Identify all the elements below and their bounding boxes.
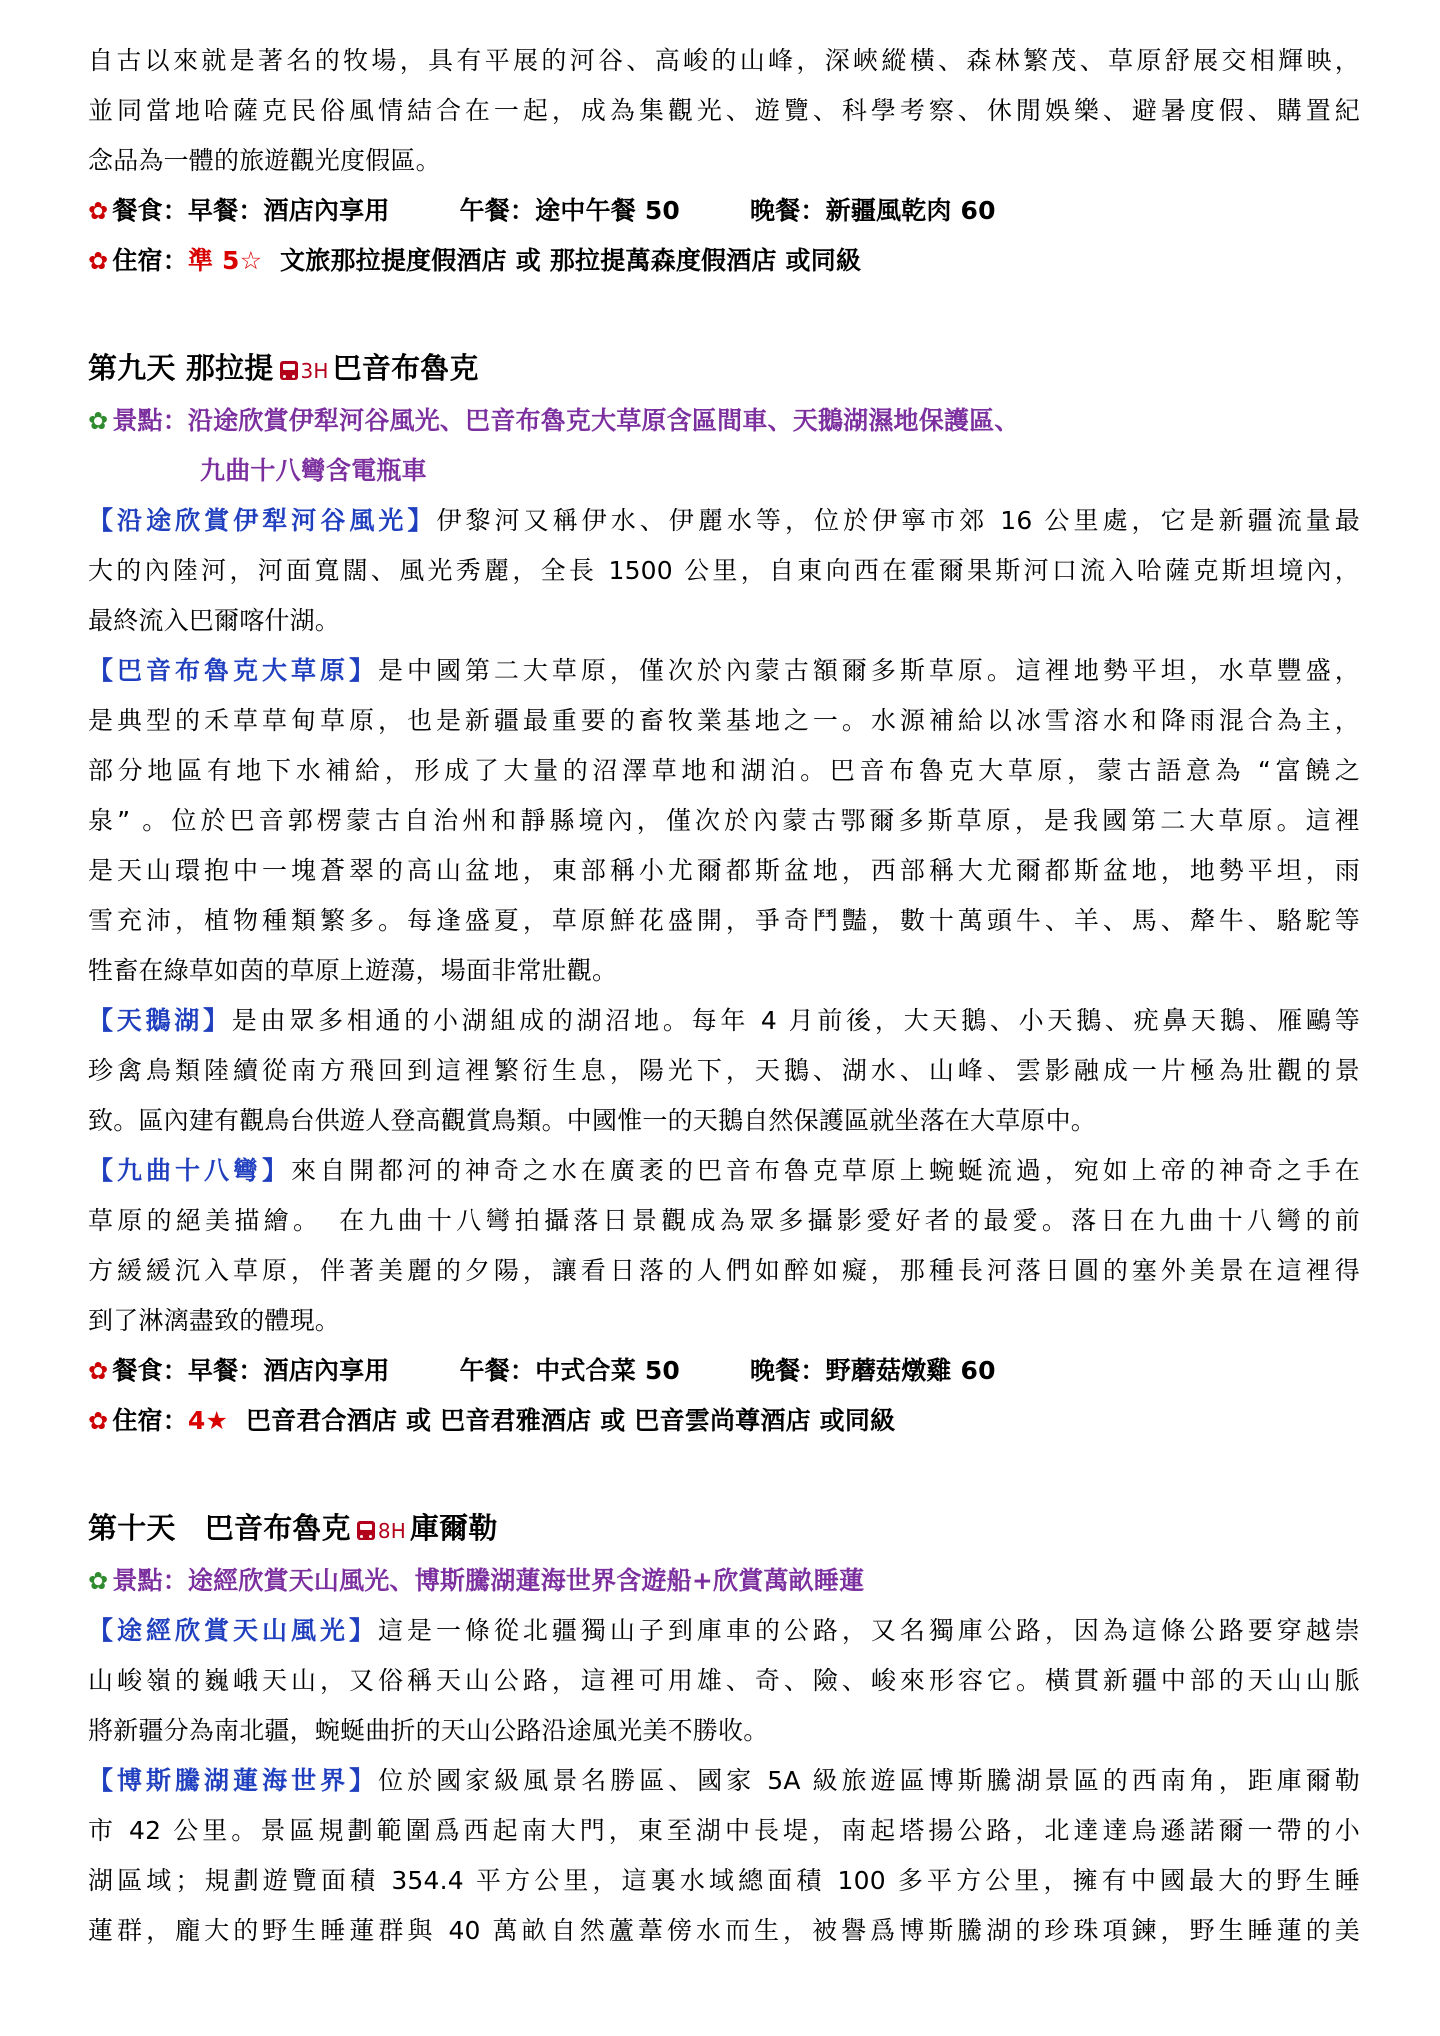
day9-p2-line-4: 泉” 。位於巴音郭楞蒙古自治州和靜縣境內，僅次於內蒙古鄂爾多斯草原，是我國第二大草原。這裡 <box>88 806 1360 835</box>
stay-label: 住宿： <box>112 246 188 275</box>
day-title-to: 庫爾勒 <box>409 1511 498 1545</box>
para-text: 位於國家級風景名勝區、國家 5A 級旅遊區博斯騰湖景區的西南角，距庫爾勒 <box>378 1766 1360 1795</box>
drive-duration: 3H <box>300 359 329 383</box>
section-tag: 【途經欣賞天山風光】 <box>88 1616 378 1645</box>
day9-sights <box>88 400 1360 442</box>
drive-duration: 8H <box>377 1519 406 1543</box>
section-tag: 【天鵝湖】 <box>88 1006 232 1035</box>
day10-p2-line-2: 市 42 公里。景區規劃範圍爲西起南大門，東至湖中長堤，南起塔揚公路，北達達烏遜諾爾一帶的小 <box>88 1816 1360 1845</box>
day9-p1-line-3: 最終流入巴爾喀什湖。 <box>88 606 341 635</box>
intro-line-2: 並同當地哈薩克民俗風情結合在一起，成為集觀光、遊覽、科學考察、休閒娛樂、避暑度假、購置紀 <box>88 96 1360 125</box>
day-title-from: 第十天 巴音布魯克 <box>88 1511 351 1545</box>
sight-label: 景點： <box>112 1566 188 1595</box>
lunch: 午餐：中式合菜 50 <box>459 1356 681 1385</box>
day-title-from: 第九天 那拉提 <box>88 351 274 385</box>
flower-icon: ✿ <box>88 1357 109 1385</box>
para-text: 是由眾多相通的小湖組成的湖沼地。每年 4 月前後，大天鵝、小天鵝、疣鼻天鵝、雁鷗等 <box>231 1006 1360 1035</box>
day10-p1-line-3: 將新疆分為南北疆，蜿蜒曲折的天山公路沿途風光美不勝收。 <box>88 1716 769 1745</box>
day9-p3-line-2: 珍禽鳥類陸續從南方飛回到這裡繁衍生息，陽光下，天鵝、湖水、山峰、雲影融成一片極為壯觀的景 <box>88 1056 1360 1085</box>
day10-p1-line-2: 山峻嶺的巍峨天山，又俗稱天山公路，這裡可用雄、奇、險、峻來形容它。橫貫新疆中部的天山山脈 <box>88 1666 1360 1695</box>
stay-hotels: 巴音君合酒店 或 巴音君雅酒店 或 巴音雲尚尊酒店 或同級 <box>245 1406 896 1435</box>
para-text: 這是一條從北疆獨山子到庫車的公路，又名獨庫公路，因為這條公路要穿越崇 <box>377 1616 1360 1645</box>
day10-sights <box>88 1560 1360 1602</box>
stay-rating: 4★ <box>187 1406 229 1435</box>
meal-label: 餐食： <box>112 196 188 225</box>
para-text: 來自開都河的神奇之水在廣袤的巴音布魯克草原上蜿蜒流過，宛如上帝的神奇之手在 <box>290 1156 1360 1185</box>
breakfast: 早餐：酒店內享用 <box>187 1356 390 1385</box>
meal-label: 餐食： <box>112 1356 188 1385</box>
bus-icon <box>357 1521 375 1540</box>
day10-title <box>88 1505 1360 1551</box>
day9-p1-line-2: 大的內陸河，河面寬闊、風光秀麗，全長 1500 公里，自東向西在霍爾果斯河口流入哈薩克斯坦境內， <box>88 556 1360 585</box>
clover-icon: ✿ <box>88 407 109 435</box>
day9-sights-cont: 九曲十八彎含電瓶車 <box>200 456 427 485</box>
dinner: 晚餐：新疆風乾肉 60 <box>750 196 996 225</box>
day9-p4-line-3: 方緩緩沉入草原，伴著美麗的夕陽，讓看日落的人們如醉如癡，那種長河落日圓的塞外美景在這裡得 <box>88 1256 1360 1285</box>
day10-p2-line-3: 湖區域；規劃遊覽面積 354.4 平方公里，這裏水域總面積 100 多平方公里，擁有中國最大的野生睡 <box>88 1866 1360 1895</box>
breakfast: 早餐：酒店內享用 <box>187 196 390 225</box>
stay-rating: 準 5☆ <box>187 246 263 275</box>
dinner: 晚餐：野蘑菇燉雞 60 <box>750 1356 996 1385</box>
day9-p4-line-4: 到了淋漓盡致的體現。 <box>88 1306 341 1335</box>
intro-line-1: 自古以來就是著名的牧場，具有平展的河谷、高峻的山峰，深峽縱橫、森林繁茂、草原舒展交相輝映， <box>88 46 1360 75</box>
section-tag: 【沿途欣賞伊犁河谷風光】 <box>88 506 437 535</box>
flower-icon: ✿ <box>88 1407 109 1435</box>
day9-meals <box>88 1350 1360 1392</box>
sight-list: 沿途欣賞伊犁河谷風光、巴音布魯克大草原含區間車、天鵝湖濕地保護區、 <box>187 406 1020 435</box>
section-tag: 【博斯騰湖蓮海世界】 <box>88 1766 379 1795</box>
bus-icon <box>280 361 298 380</box>
day9-p4-line-1 <box>88 1150 1360 1192</box>
day10-p1-line-1 <box>88 1610 1360 1652</box>
section-tag: 【巴音布魯克大草原】 <box>88 656 378 685</box>
intro-line-3: 念品為一體的旅遊觀光度假區。 <box>88 146 441 175</box>
day9-p2-line-7: 牲畜在綠草如茵的草原上遊蕩，場面非常壯觀。 <box>88 956 618 985</box>
clover-icon: ✿ <box>88 1567 109 1595</box>
day9-p2-line-6: 雪充沛，植物種類繁多。每逢盛夏，草原鮮花盛開，爭奇鬥豔，數十萬頭牛、羊、馬、犛牛、駱駝等 <box>88 906 1360 935</box>
sight-list: 途經欣賞天山風光、博斯騰湖蓮海世界含遊船+欣賞萬畝睡蓮 <box>187 1566 865 1595</box>
day-title-to: 巴音布魯克 <box>332 351 479 385</box>
day9-p2-line-2: 是典型的禾草草甸草原，也是新疆最重要的畜牧業基地之一。水源補給以冰雪溶水和降雨混合為主， <box>88 706 1360 735</box>
day9-p3-line-1 <box>88 1000 1360 1042</box>
sight-label: 景點： <box>112 406 188 435</box>
section-tag: 【九曲十八彎】 <box>88 1156 291 1185</box>
flower-icon: ✿ <box>88 197 109 225</box>
day9-stay <box>88 1400 1360 1442</box>
day9-title <box>88 345 1360 391</box>
day10-p2-line-1 <box>88 1760 1360 1802</box>
day8-stay <box>88 240 1360 282</box>
day9-p2-line-5: 是天山環抱中一塊蒼翠的高山盆地，東部稱小尤爾都斯盆地，西部稱大尤爾都斯盆地，地勢平坦，雨 <box>88 856 1360 885</box>
para-text: 是中國第二大草原，僅次於內蒙古額爾多斯草原。這裡地勢平坦，水草豐盛， <box>377 656 1360 685</box>
day9-p2-line-1 <box>88 650 1360 692</box>
para-text: 伊黎河又稱伊水、伊麗水等，位於伊寧市郊 16 公里處，它是新疆流量最 <box>436 506 1360 535</box>
flower-icon: ✿ <box>88 247 109 275</box>
stay-label: 住宿： <box>112 1406 188 1435</box>
day8-meals <box>88 190 1360 232</box>
day10-p2-line-4: 蓮群，龐大的野生睡蓮群與 40 萬畝自然蘆葦傍水而生，被譽爲博斯騰湖的珍珠項鍊，野生睡蓮的美 <box>88 1916 1360 1945</box>
lunch: 午餐：途中午餐 50 <box>459 196 681 225</box>
day9-p4-line-2: 草原的絕美描繪。 在九曲十八彎拍攝落日景觀成為眾多攝影愛好者的最愛。落日在九曲十八彎的前 <box>88 1206 1360 1235</box>
day9-p2-line-3: 部分地區有地下水補給，形成了大量的沼澤草地和湖泊。巴音布魯克大草原，蒙古語意為 “富饒之 <box>88 756 1360 785</box>
stay-hotels: 文旅那拉提度假酒店 或 那拉提萬森度假酒店 或同級 <box>280 246 862 275</box>
day9-p3-line-3: 致。區內建有觀鳥台供遊人登高觀賞鳥類。中國惟一的天鵝自然保護區就坐落在大草原中。 <box>88 1106 1097 1135</box>
day9-p1-line-1 <box>88 500 1360 542</box>
